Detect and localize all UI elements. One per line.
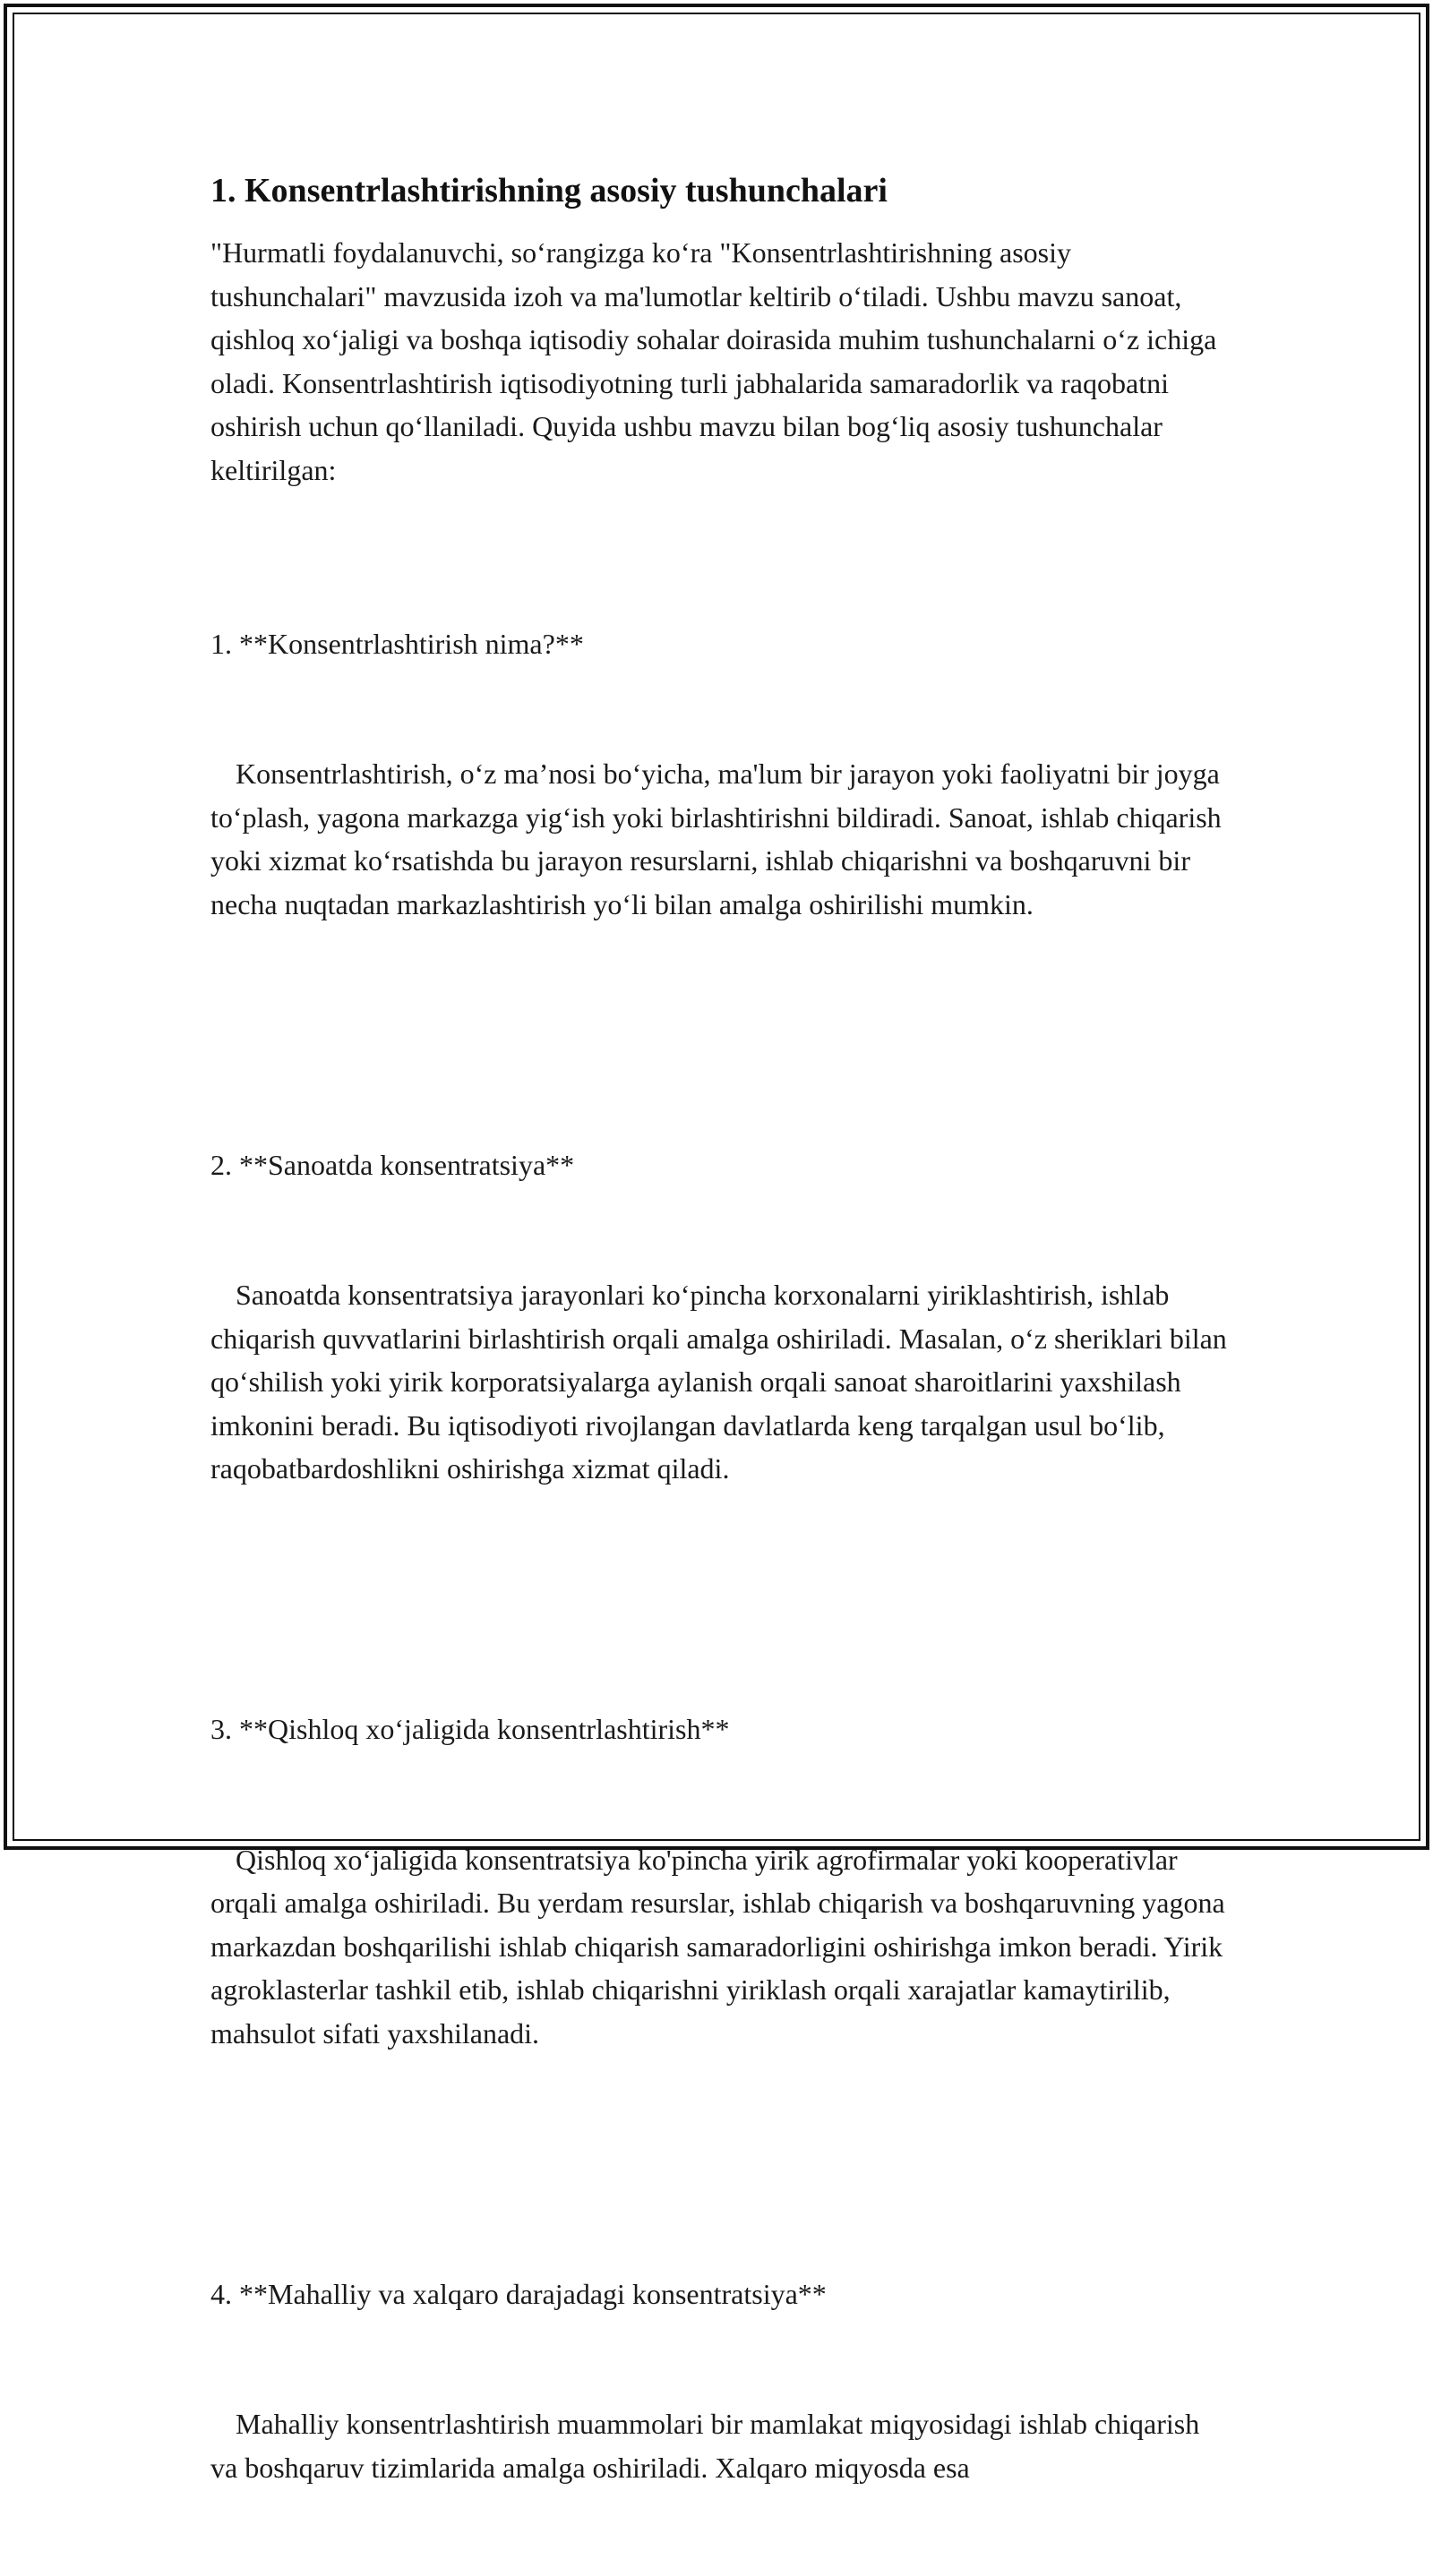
section-4 bbox=[210, 2186, 1231, 2576]
section-body: Mahalliy konsentrlashtirish muammolari bir mamlakat miqyosidagi ishlab chiqarish va boshqaruv tizimlarida amalga oshiriladi. Xalqaro miqyosda esa bbox=[210, 2402, 1231, 2489]
section-body: Qishloq xo‘jaligida konsentratsiya ko'pincha yirik agrofirmalar yoki kooperativlar orqali amalga oshiriladi. Bu yerdam resurslar, ishlab chiqarish va boshqaruvning yagona markazdan boshqarilishi ishlab chiqarish samaradorligini oshirishga imkon beradi. Yirik agroklasterlar tashkil etib, ishlab chiqarishni yiriklash orqali xarajatlar kamaytirilib, mahsulot sifati yaxshilanadi. bbox=[210, 1838, 1231, 2056]
section-3 bbox=[210, 1621, 1231, 2142]
section-heading: 4. **Mahalliy va xalqaro darajadagi konsentratsiya** bbox=[210, 2272, 1231, 2316]
section-heading: 1. **Konsentrlashtirish nima?** bbox=[210, 622, 1231, 666]
intro-paragraph: "Hurmatli foydalanuvchi, so‘rangizga ko‘ra "Konsentrlashtirishning asosiy tushunchalari" mavzusida izoh va ma'lumotlar keltirib o‘tiladi. Ushbu mavzu sanoat, qishloq xo‘jaligi va boshqa iqtisodiy sohalar doirasida muhim tushunchalarni o‘z ichiga oladi. Konsentrlashtirish iqtisodiyotning turli jabhalarida samaradorlik va raqobatni oshirish uchun qo‘llaniladi. Quyida ushbu mavzu bilan bog‘liq asosiy tushunchalar keltirilgan: bbox=[210, 231, 1231, 492]
section-heading: 2. **Sanoatda konsentratsiya** bbox=[210, 1143, 1231, 1187]
section-body: Sanoatda konsentratsiya jarayonlari ko‘pincha korxonalarni yiriklashtirish, ishlab chiqarish quvvatlarini birlashtirish orqali amalga oshiriladi. Masalan, o‘z sheriklari bilan qo‘shilish yoki yirik korporatsiyalarga aylanish orqali sanoat sharoitlarini yaxshilash imkonini beradi. Bu iqtisodiyoti rivojlangan davlatlarda keng tarqalgan usul bo‘lib, raqobatbardoshlikni oshirishga xizmat qiladi. bbox=[210, 1273, 1231, 1491]
section-2 bbox=[210, 1057, 1231, 1578]
section-body: Konsentrlashtirish, o‘z ma’nosi bo‘yicha, ma'lum bir jarayon yoki faoliyatni bir joyga to‘plash, yagona markazga yig‘ish yoki birlashtirishni bildiradi. Sanoat, ishlab chiqarish yoki xizmat ko‘rsatishda bu jarayon resurslarni, ishlab chiqarishni va boshqaruvni bir necha nuqtadan markazlashtirish yo‘li bilan amalga oshirilishi mumkin. bbox=[210, 752, 1231, 926]
section-heading: 3. **Qishloq xo‘jaligida konsentrlashtirish** bbox=[210, 1707, 1231, 1751]
document-body bbox=[210, 168, 1231, 2576]
section-1 bbox=[210, 535, 1231, 1014]
document-title: 1. Konsentrlashtirishning asosiy tushunchalari bbox=[210, 168, 1231, 213]
